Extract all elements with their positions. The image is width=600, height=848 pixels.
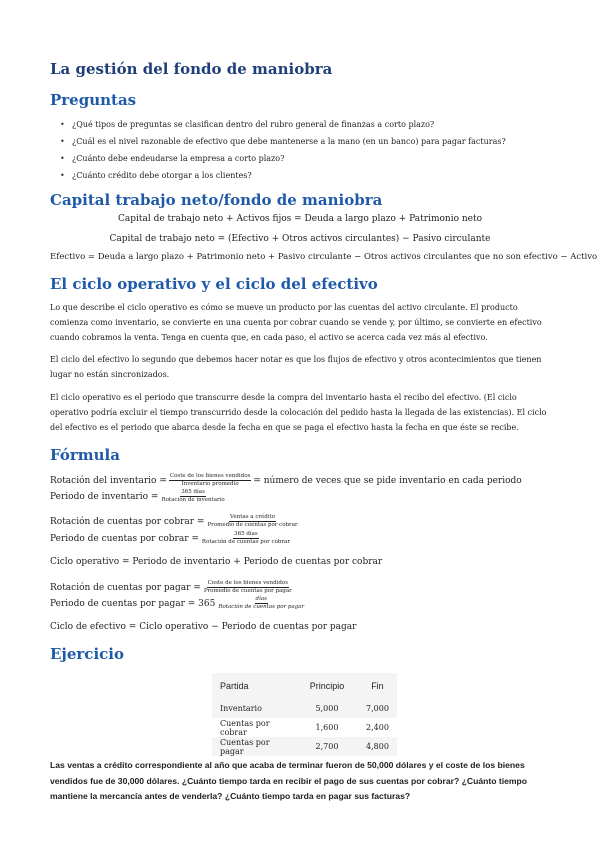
- table-cell: Cuentas por cobrar: [220, 718, 270, 737]
- section-heading-formula: Fórmula: [50, 446, 120, 464]
- formula-ciclo-efectivo: Ciclo de efectivo = Ciclo operativo − Periodo de cuentas por pagar: [50, 622, 357, 632]
- formula-periodo-inventario: Periodo de inventario = $\frac{\text{365 días}}{\text{Rotación de inventario}}$: [50, 489, 225, 503]
- table-cell: Inventario: [212, 699, 296, 718]
- paragraph-ciclo-operativo: Lo que describe el ciclo operativo es cómo se mueve un producto por las cuentas del activo circulante. El producto comienza como inventario, se convierte en una cuenta por cobrar cuando se vende y, por último, se convierte en efectivo cuando cobramos la venta. Tenga en cuenta que, en cada paso, el activo se acerca cada vez más al efectivo.: [50, 303, 542, 342]
- paragraph-definicion: El ciclo operativo es el periodo que transcurre desde la compra del inventario hasta el recibo del efectivo. (El ciclo operativo podría excluir el tiempo transcurrido desde la colocación del pedido hasta la llegada de las existencias). El ciclo del efectivo es el periodo que abarca desde la fecha en que se paga el efectivo hasta la fecha en que éste se recibe.: [50, 393, 547, 432]
- table-cell: Cuentas por pagar: [212, 737, 296, 756]
- table-cell: 2,700: [296, 737, 358, 756]
- list-item: • ¿Cuánto crédito debe otorgar a los clientes?: [72, 167, 506, 184]
- column-header: Principio: [296, 673, 358, 699]
- formula-rotacion-cxp: Rotación de cuentas por pagar = $\frac{\text{Coste de los bienes vendidos}}{\text{Promedio de cuentas por pagar}}$: [50, 580, 292, 594]
- table-cell: 7,000: [358, 699, 397, 718]
- list-item: • ¿Cuánto debe endeudarse la empresa a corto plazo?: [72, 150, 506, 167]
- table-cell: 1,600: [315, 723, 339, 732]
- list-item: • ¿Cuál es el nivel razonable de efectivo que debe mantenerse a la mano (en un banco) para pagar facturas?: [72, 133, 506, 150]
- section-heading-ejercicio: Ejercicio: [50, 645, 124, 663]
- data-table: [212, 673, 397, 756]
- section-heading-preguntas: Preguntas: [50, 91, 137, 109]
- section-heading-capital: Capital trabajo neto/fondo de maniobra: [50, 191, 383, 209]
- question-list: [72, 116, 506, 184]
- equation-balance: Capital de trabajo neto + Activos fijos = Deuda a largo plazo + Patrimonio neto: [117, 214, 483, 224]
- page-title: La gestión del fondo de maniobra: [50, 60, 333, 78]
- column-header: Fin: [358, 673, 397, 699]
- equation-capital-trabajo: Capital de trabajo neto = (Efectivo + Otros activos circulantes) − Pasivo circulante: [109, 234, 491, 244]
- table-row: [212, 699, 397, 718]
- table-cell: 4,800: [358, 737, 397, 756]
- exercise-question: Las ventas a crédito correspondiente al año que acaba de terminar fueron de 50,000 dólares y el coste de los bienes vendidos fue de 30,000 dólares. ¿Cuánto tiempo tarda en recibir el pago de sus cuentas por cobrar? ¿Cuánto tiempo mantiene la mercancía antes de venderla? ¿Cuánto tiempo tarda en pagar sus facturas?: [50, 760, 528, 801]
- list-item: • ¿Qué tipos de preguntas se clasifican dentro del rubro general de finanzas a corto plazo?: [72, 116, 506, 133]
- formula-rotacion-inventario: Rotación del inventario = $\frac{\text{Coste de los bienes vendidos}}{\text{Inventario promedio}}$ = número de veces que se pide inventario en cada periodo: [50, 473, 522, 487]
- table-cell: 2,400: [366, 723, 389, 732]
- table-row: [212, 718, 397, 737]
- formula-ciclo-operativo: Ciclo operativo = Periodo de inventario + Periodo de cuentas por cobrar: [50, 557, 383, 567]
- section-heading-ciclo: El ciclo operativo y el ciclo del efectivo: [50, 275, 378, 293]
- formula-periodo-cxp: Periodo de cuentas por pagar = 365 $\frac{\text{días}}{\text{Rotación de cuentas por pagar}}$: [50, 596, 305, 610]
- table-cell: 5,000: [296, 699, 358, 718]
- column-header: Partida: [212, 673, 296, 699]
- paragraph-ciclo-efectivo: El ciclo del efectivo lo segundo que debemos hacer notar es que los flujos de efectivo y otros acontecimientos que tienen lugar no están sincronizados.: [50, 355, 542, 379]
- table-row: [212, 737, 397, 756]
- formula-rotacion-cxc: Rotación de cuentas por cobrar = $\frac{\text{Ventas a crédito}}{\text{Promedio de cuentas por cobrar}}$: [50, 514, 298, 528]
- formula-periodo-cxc: Periodo de cuentas por cobrar = $\frac{\text{365 días}}{\text{Rotación de cuentas por cobrar}}$: [50, 531, 290, 545]
- equation-efectivo: Efectivo = Deuda a largo plazo + Patrimonio neto + Pasivo circulante − Otros activos circulantes que no son efectivo − Activo: [50, 252, 598, 262]
- table-header-row: [212, 673, 397, 699]
